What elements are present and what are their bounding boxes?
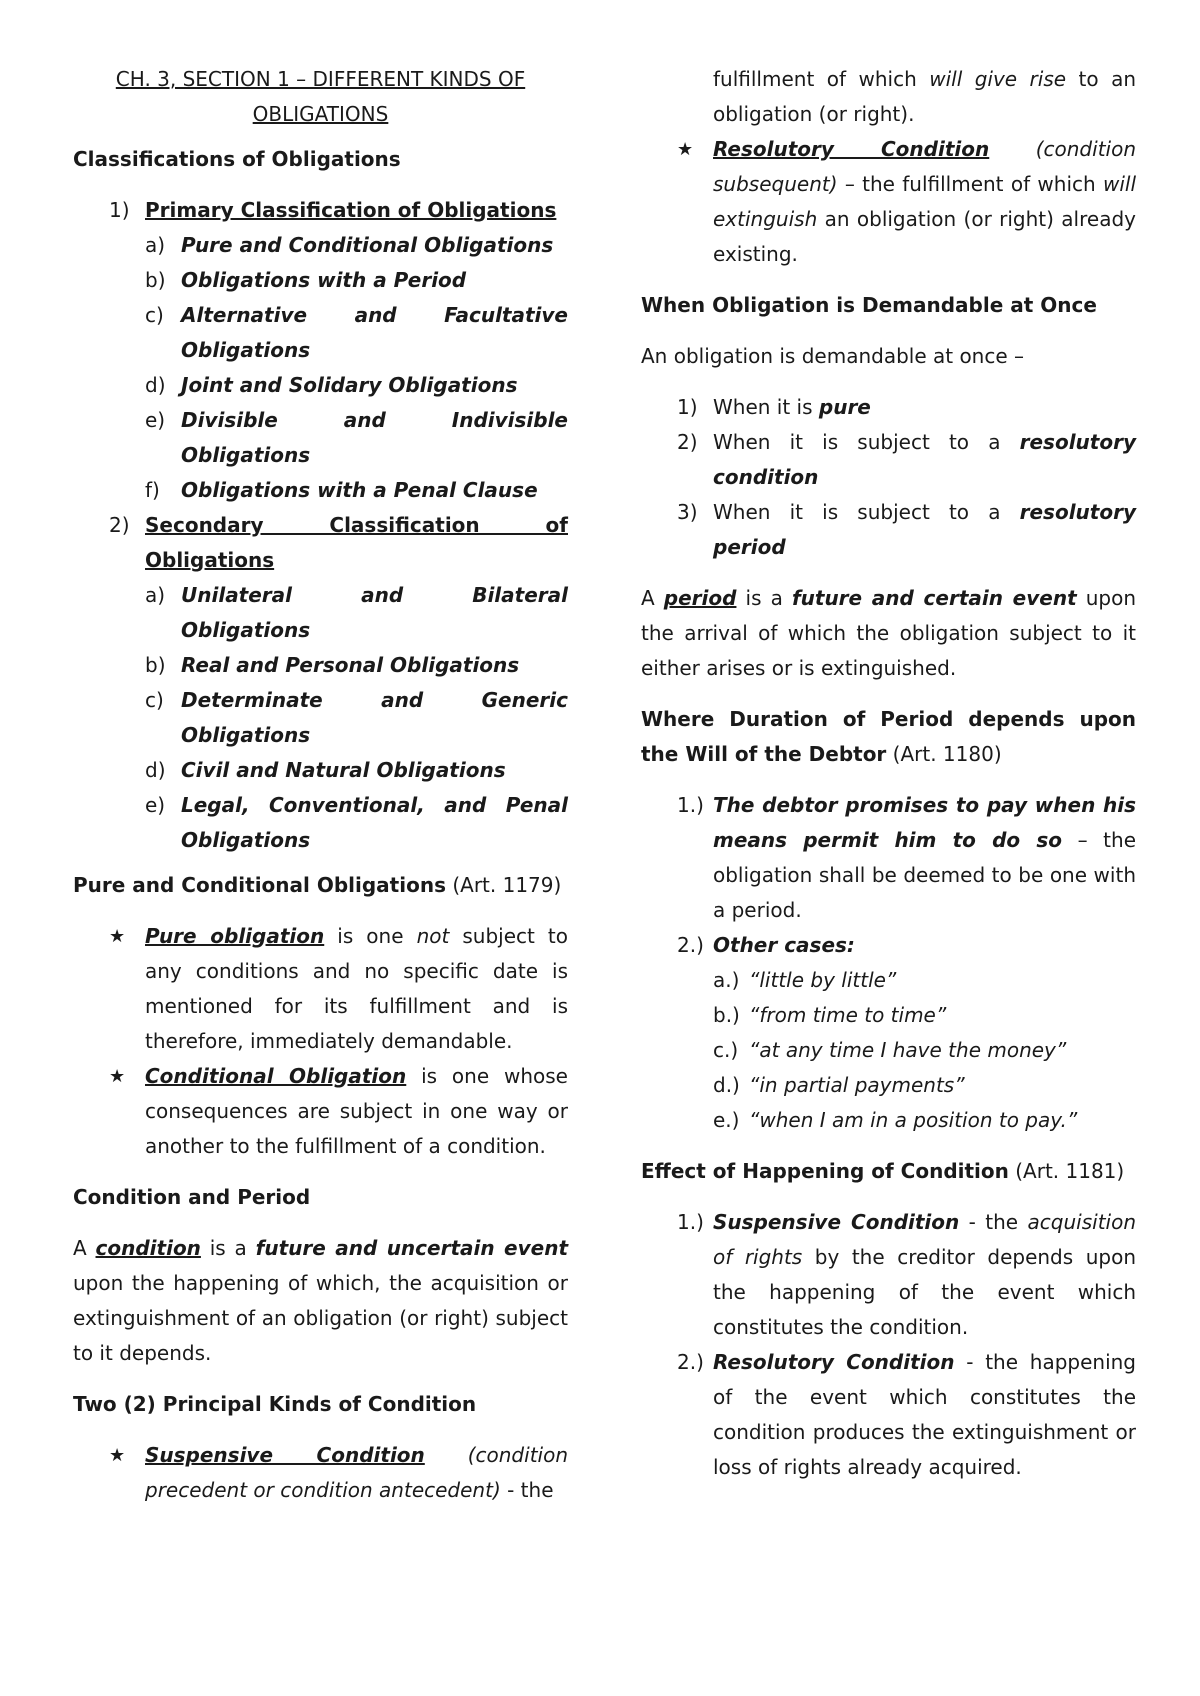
condition-period-heading: Condition and Period — [73, 1185, 311, 1209]
list-letter: d) — [145, 758, 166, 782]
left-column — [73, 62, 568, 1508]
list-item: Civil and Natural Obligations — [181, 758, 506, 782]
right-column — [641, 62, 1136, 1485]
conditional-obligation-bullet: ★ Conditional Obligation is one whose consequences are subject in one way or another to the fulfillment of a condition. — [73, 1059, 568, 1164]
list-letter: d) — [145, 373, 166, 397]
list-number: 1.) — [677, 1210, 704, 1234]
demandable-list: 1) When it is pure 2) When it is subject to a resolutory condition 3) When it is subject to a resolutory period — [641, 390, 1136, 565]
duration-heading: Where Duration of Period depends upon the Will of the Debtor (Art. 1180) — [641, 707, 1136, 766]
secondary-classification-label: Secondary Classification of Obligations — [145, 513, 568, 572]
list-number: 1.) — [677, 793, 704, 817]
list-item: Real and Personal Obligations — [181, 653, 520, 677]
list-item: Determinate and Generic Obligations — [181, 688, 568, 747]
star-bullet-icon: ★ — [677, 139, 694, 160]
list-number: 3) — [677, 500, 698, 524]
list-letter: c.) — [713, 1038, 739, 1062]
list-item: Divisible and Indivisible Obligations — [181, 408, 568, 467]
list-letter: b.) — [713, 1003, 740, 1027]
list-item: “at any time I have the money” — [749, 1038, 1067, 1062]
list-letter: b) — [145, 653, 166, 677]
classifications-heading: Classifications of Obligations — [73, 147, 401, 171]
page-title — [73, 62, 568, 132]
list-number: 1) — [109, 198, 130, 222]
list-number: 1) — [677, 395, 698, 419]
list-letter: e) — [145, 793, 166, 817]
resolutory-condition-bullet: ★ Resolutory Condition (condition subsequent) – the fulfillment of which will extinguish an obligation (or right) already existing. — [641, 132, 1136, 272]
list-number: 2) — [677, 430, 698, 454]
demandable-intro: An obligation is demandable at once – — [641, 344, 1025, 368]
suspensive-condition-bullet: ★ Suspensive Condition (condition precedent or condition antecedent) - the — [73, 1438, 568, 1508]
condition-definition: A condition is a future and uncertain event upon the happening of which, the acquisition or extinguishment of an obligation (or right) subject to it depends. — [73, 1236, 568, 1365]
list-letter: a) — [145, 233, 166, 257]
list-letter: e.) — [713, 1108, 740, 1132]
list-letter: a) — [145, 583, 166, 607]
primary-classification — [73, 193, 568, 508]
list-item: “when I am in a position to pay.” — [749, 1108, 1078, 1132]
duration-list: 1.) The debtor promises to pay when his means permit him to do so – the obligation shall be deemed to be one with a period. 2.) Other cases: a.) “little by little” b.) “from time to time” c.) “at any time I have the money” d.) “in partial payments” e.) “when I am in a position to pay.” — [641, 788, 1136, 1138]
list-item: Unilateral and Bilateral Obligations — [181, 583, 568, 642]
list-item: Pure and Conditional Obligations — [181, 233, 554, 257]
demandable-heading: When Obligation is Demandable at Once — [641, 293, 1097, 317]
two-kinds-heading: Two (2) Principal Kinds of Condition — [73, 1392, 477, 1416]
list-letter: b) — [145, 268, 166, 292]
title-line-2: OBLIGATIONS — [252, 102, 389, 126]
list-letter: d.) — [713, 1073, 740, 1097]
list-letter: f) — [145, 478, 160, 502]
list-item: “from time to time” — [749, 1003, 947, 1027]
star-bullet-icon: ★ — [109, 1066, 126, 1087]
list-item: Alternative and Facultative Obligations — [181, 303, 568, 362]
list-item: “little by little” — [749, 968, 897, 992]
list-item: Obligations with a Penal Clause — [181, 478, 538, 502]
list-number: 2.) — [677, 933, 704, 957]
pure-obligation-bullet: ★ Pure obligation is one not subject to any conditions and no specific date is mentioned for its fulfillment and is therefore, immediately demandable. — [73, 919, 568, 1059]
list-letter: c) — [145, 303, 164, 327]
star-bullet-icon: ★ — [109, 1445, 126, 1466]
suspensive-condition-continued: fulfillment of which will give rise to an obligation (or right). — [713, 67, 1137, 126]
title-line-1: CH. 3, SECTION 1 – DIFFERENT KINDS OF — [115, 67, 526, 91]
secondary-classification — [73, 508, 568, 858]
list-letter: a.) — [713, 968, 740, 992]
list-letter: e) — [145, 408, 166, 432]
list-item: Legal, Conventional, and Penal Obligations — [181, 793, 568, 852]
effect-heading: Effect of Happening of Condition (Art. 1181) — [641, 1159, 1125, 1183]
list-number: 2) — [109, 513, 130, 537]
list-number: 2.) — [677, 1350, 704, 1374]
star-bullet-icon: ★ — [109, 926, 126, 947]
list-item: Joint and Solidary Obligations — [181, 373, 518, 397]
list-item: Obligations with a Period — [181, 268, 467, 292]
list-item: “in partial payments” — [749, 1073, 965, 1097]
effect-list: 1.) Suspensive Condition - the acquisition of rights by the creditor depends upon the happening of the event which constitutes the condition. 2.) Resolutory Condition - the happening of the event which constitutes the condition produces the extinguishment or loss of rights already acquired. — [641, 1205, 1136, 1485]
pure-conditional-heading: Pure and Conditional Obligations (Art. 1179) — [73, 873, 562, 897]
list-letter: c) — [145, 688, 164, 712]
period-definition: A period is a future and certain event upon the arrival of which the obligation subject to it either arises or is extinguished. — [641, 586, 1137, 680]
primary-classification-label: Primary Classification of Obligations — [145, 198, 557, 222]
